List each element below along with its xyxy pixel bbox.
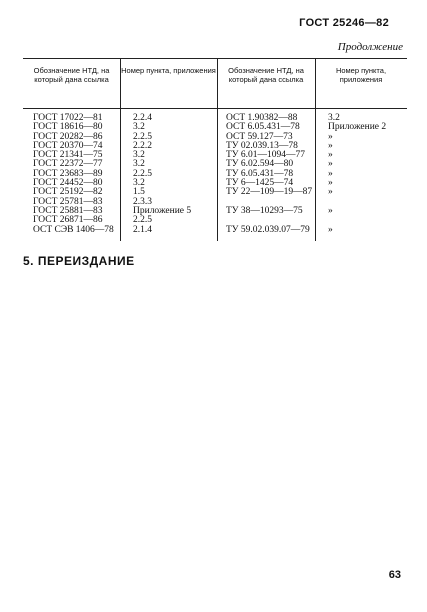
table-top-rule xyxy=(23,58,407,59)
item-number-cell: » xyxy=(328,159,333,170)
table-row xyxy=(23,226,407,235)
item-number-cell: 2.2.5 xyxy=(133,215,152,226)
ntd-designation-cell: ТУ 02.039.13—78 xyxy=(226,140,298,151)
ntd-designation-cell: ОСТ 59.127—73 xyxy=(226,131,293,142)
item-number-cell: » xyxy=(328,178,333,189)
item-number-cell: » xyxy=(328,187,333,198)
column-header-item-2: Номер пункта, приложения xyxy=(335,66,387,84)
ntd-designation-cell: ГОСТ 25881—83 xyxy=(33,205,103,216)
page-number: 63 xyxy=(388,569,401,581)
item-number-cell: 3.2 xyxy=(133,159,145,170)
column-header-ntd-2: Обозначение НТД, на который дана ссылка xyxy=(228,66,304,84)
ntd-designation-cell: ТУ 59.02.039.07—79 xyxy=(226,224,310,235)
ntd-designation-cell: ТУ 22—109—19—87 xyxy=(226,187,313,198)
ntd-designation-cell: ГОСТ 18616—80 xyxy=(33,122,103,133)
item-number-cell: 3.2 xyxy=(133,150,145,161)
ntd-designation-cell: ТУ 6.01—1094—77 xyxy=(226,150,306,161)
column-header-item-1: Номер пункта, приложения xyxy=(121,66,216,75)
item-number-cell: 3.2 xyxy=(133,178,145,189)
ntd-designation-cell: ОСТ 1.90382—88 xyxy=(226,113,298,123)
ntd-designation-cell: ГОСТ 17022—81 xyxy=(33,113,103,123)
continuation-label: Продолжение xyxy=(337,41,403,53)
ntd-designation-cell: ТУ 6.02.594—80 xyxy=(226,159,294,170)
ntd-designation-cell: ОСТ 6.05.431—78 xyxy=(226,122,300,133)
ntd-designation-cell: ГОСТ 23683—89 xyxy=(33,168,103,179)
item-number-cell: » xyxy=(328,168,333,179)
item-number-cell: 2.2.5 xyxy=(133,168,152,179)
item-number-cell: Приложение 5 xyxy=(133,205,192,216)
item-number-cell: 2.1.4 xyxy=(133,224,152,235)
item-number-cell: 3.2 xyxy=(133,122,145,133)
column-header-ntd-1: Обозначение НТД, на который дана ссылка xyxy=(33,66,110,84)
table-header-rule xyxy=(23,108,407,109)
item-number-cell: » xyxy=(328,150,333,161)
ntd-designation-cell: ГОСТ 24452—80 xyxy=(33,178,103,189)
item-number-cell: 2.2.4 xyxy=(133,113,152,123)
ntd-designation-cell: ГОСТ 22372—77 xyxy=(33,159,103,170)
section-title: 5. ПЕРЕИЗДАНИЕ xyxy=(23,254,135,268)
ntd-designation-cell: ТУ 38—10293—75 xyxy=(226,205,303,216)
ntd-designation-cell: ГОСТ 20282—86 xyxy=(33,131,103,142)
ntd-designation-cell: ГОСТ 25192—82 xyxy=(33,187,103,198)
item-number-cell: 2.2.5 xyxy=(133,131,152,142)
ntd-designation-cell: ТУ 6.05.431—78 xyxy=(226,168,294,179)
ntd-designation-cell: ГОСТ 26871—86 xyxy=(33,215,103,226)
item-number-cell: 1.5 xyxy=(133,187,145,198)
ntd-designation-cell: ГОСТ 21341—75 xyxy=(33,150,103,161)
ntd-designation-cell: ГОСТ 20370—74 xyxy=(33,140,103,151)
standard-code: ГОСТ 25246—82 xyxy=(299,17,389,29)
ntd-designation-cell: ГОСТ 25781—83 xyxy=(33,196,103,207)
ntd-designation-cell: ОСТ СЭВ 1406—78 xyxy=(33,224,114,235)
item-number-cell: » xyxy=(328,205,333,216)
item-number-cell: 3.2 xyxy=(328,113,340,123)
item-number-cell: 2.2.2 xyxy=(133,140,152,151)
item-number-cell: » xyxy=(328,224,333,235)
item-number-cell: Приложение 2 xyxy=(328,122,387,133)
item-number-cell: » xyxy=(328,131,333,142)
ntd-designation-cell: ТУ 6—1425—74 xyxy=(226,178,294,189)
item-number-cell: 2.3.3 xyxy=(133,196,152,207)
reference-table-body xyxy=(23,114,407,235)
item-number-cell: » xyxy=(328,140,333,151)
